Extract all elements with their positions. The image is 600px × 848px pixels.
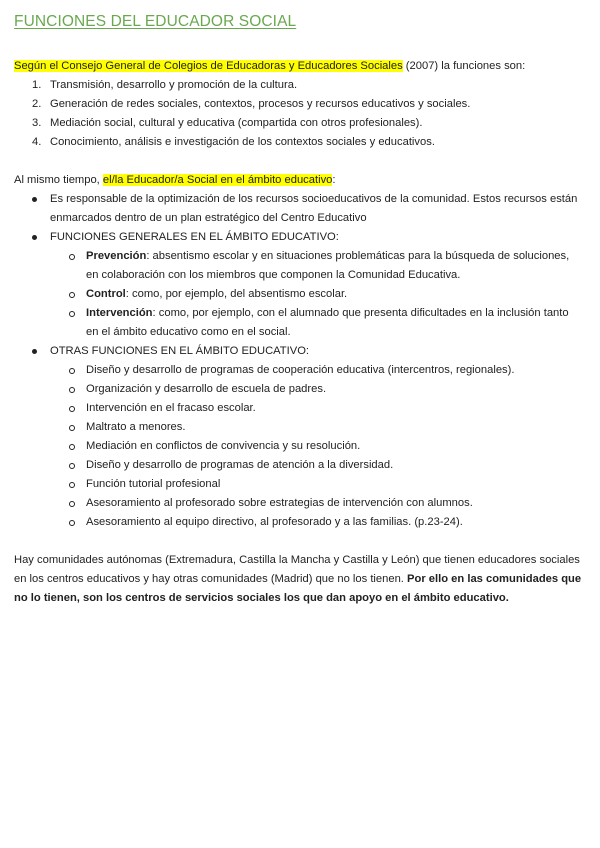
general-functions-sublist	[50, 247, 582, 342]
sublist-item	[50, 456, 582, 475]
educator-bullet-list	[14, 190, 582, 532]
sublist-item-text: : absentismo escolar y en situaciones problemáticas para la búsqueda de soluciones, en colaboración con los miembros que componen la Comunidad Educativa.	[86, 250, 570, 281]
page-title: FUNCIONES DEL EDUCADOR SOCIAL	[14, 13, 297, 30]
sublist-item-text: Asesoramiento al equipo directivo, al profesorado y a las familias. (p.23-24).	[86, 516, 463, 528]
bullet-label: FUNCIONES GENERALES EN EL ÁMBITO EDUCATIVO:	[50, 231, 339, 243]
sublist-item	[50, 418, 582, 437]
intro-rest: (2007) la funciones son:	[402, 60, 526, 72]
sublist-item	[50, 285, 582, 304]
list-item	[14, 95, 582, 114]
educator-prefix: Al mismo tiempo,	[14, 174, 103, 186]
list-number: 3.	[32, 117, 42, 129]
sublist-item	[50, 304, 582, 342]
circle-bullet-icon	[69, 501, 75, 507]
educator-suffix: :	[332, 174, 336, 186]
list-item-text: Generación de redes sociales, contextos, procesos y recursos educativos y sociales.	[50, 98, 471, 110]
list-item-text: Conocimiento, análisis e investigación de los contextos sociales y educativos.	[50, 136, 435, 148]
sublist-item-text: Mediación en conflictos de convivencia y su resolución.	[86, 440, 361, 452]
bullet-text: Es responsable de la optimización de los recursos socioeducativos de la comunidad. Estos recursos están enmarcados dentro de un plan estratégico del Centro Educativo	[50, 193, 578, 224]
circle-bullet-icon	[69, 444, 75, 450]
circle-bullet-icon	[69, 406, 75, 412]
list-item	[14, 114, 582, 133]
sublist-item-text: : como, por ejemplo, del absentismo escolar.	[125, 288, 348, 300]
educator-paragraph	[14, 171, 582, 190]
sublist-item-text: Asesoramiento al profesorado sobre estrategias de intervención con alumnos.	[86, 497, 473, 509]
bullet-icon	[32, 197, 37, 202]
sublist-item	[50, 361, 582, 380]
circle-bullet-icon	[69, 463, 75, 469]
sublist-item-text: Diseño y desarrollo de programas de atención a la diversidad.	[86, 459, 394, 471]
closing-paragraph	[14, 551, 582, 608]
other-functions-sublist	[50, 361, 582, 532]
sublist-item	[50, 380, 582, 399]
bullet-item-general-functions	[14, 228, 582, 342]
circle-bullet-icon	[69, 425, 75, 431]
list-item	[14, 76, 582, 95]
intro-highlight: Según el Consejo General de Colegios de Educadoras y Educadores Sociales	[14, 60, 403, 72]
list-number: 2.	[32, 98, 42, 110]
closing-bold-text: Por ello en las comunidades que no lo tienen, son los centros de servicios sociales los que dan apoyo en el ámbito educativo.	[14, 573, 582, 604]
sublist-item-text: Maltrato a menores.	[86, 421, 186, 433]
intro-paragraph	[14, 57, 582, 76]
closing-text: Hay comunidades autónomas (Extremadura, Castilla la Mancha y Castilla y León) que tienen educadores sociales en los centros educativos y hay otras comunidades (Madrid) que no los tienen.	[14, 554, 580, 585]
circle-bullet-icon	[69, 292, 75, 298]
sublist-item	[50, 475, 582, 494]
bullet-icon	[32, 349, 37, 354]
bullet-item-optimization	[14, 190, 582, 228]
sublist-item-text: Diseño y desarrollo de programas de cooperación educativa (intercentros, regionales).	[86, 364, 515, 376]
functions-numbered-list	[14, 76, 582, 152]
list-number: 4.	[32, 136, 42, 148]
list-number: 1.	[32, 79, 42, 91]
educator-highlight: el/la Educador/a Social en el ámbito educativo	[102, 174, 333, 186]
sublist-item-text: : como, por ejemplo, con el alumnado que presenta dificultades en la inclusión tanto en el ámbito educativo como en el social.	[86, 307, 569, 338]
list-item-text: Transmisión, desarrollo y promoción de la cultura.	[50, 79, 298, 91]
bullet-icon	[32, 235, 37, 240]
circle-bullet-icon	[69, 482, 75, 488]
circle-bullet-icon	[69, 368, 75, 374]
sublist-item	[50, 437, 582, 456]
sublist-item	[50, 399, 582, 418]
sublist-item	[50, 247, 582, 285]
bullet-item-other-functions	[14, 342, 582, 532]
sublist-item-term: Prevención	[86, 250, 147, 262]
list-item-text: Mediación social, cultural y educativa (compartida con otros profesionales).	[50, 117, 423, 129]
sublist-item-text: Función tutorial profesional	[86, 478, 221, 490]
bullet-label: OTRAS FUNCIONES EN EL ÁMBITO EDUCATIVO:	[50, 345, 310, 357]
sublist-item-text: Organización y desarrollo de escuela de padres.	[86, 383, 327, 395]
sublist-item	[50, 494, 582, 513]
circle-bullet-icon	[69, 387, 75, 393]
sublist-item	[50, 513, 582, 532]
sublist-item-text: Intervención en el fracaso escolar.	[86, 402, 256, 414]
circle-bullet-icon	[69, 254, 75, 260]
sublist-item-term: Intervención	[86, 307, 153, 319]
sublist-item-term: Control	[86, 288, 126, 300]
list-item	[14, 133, 582, 152]
circle-bullet-icon	[69, 520, 75, 526]
circle-bullet-icon	[69, 311, 75, 317]
